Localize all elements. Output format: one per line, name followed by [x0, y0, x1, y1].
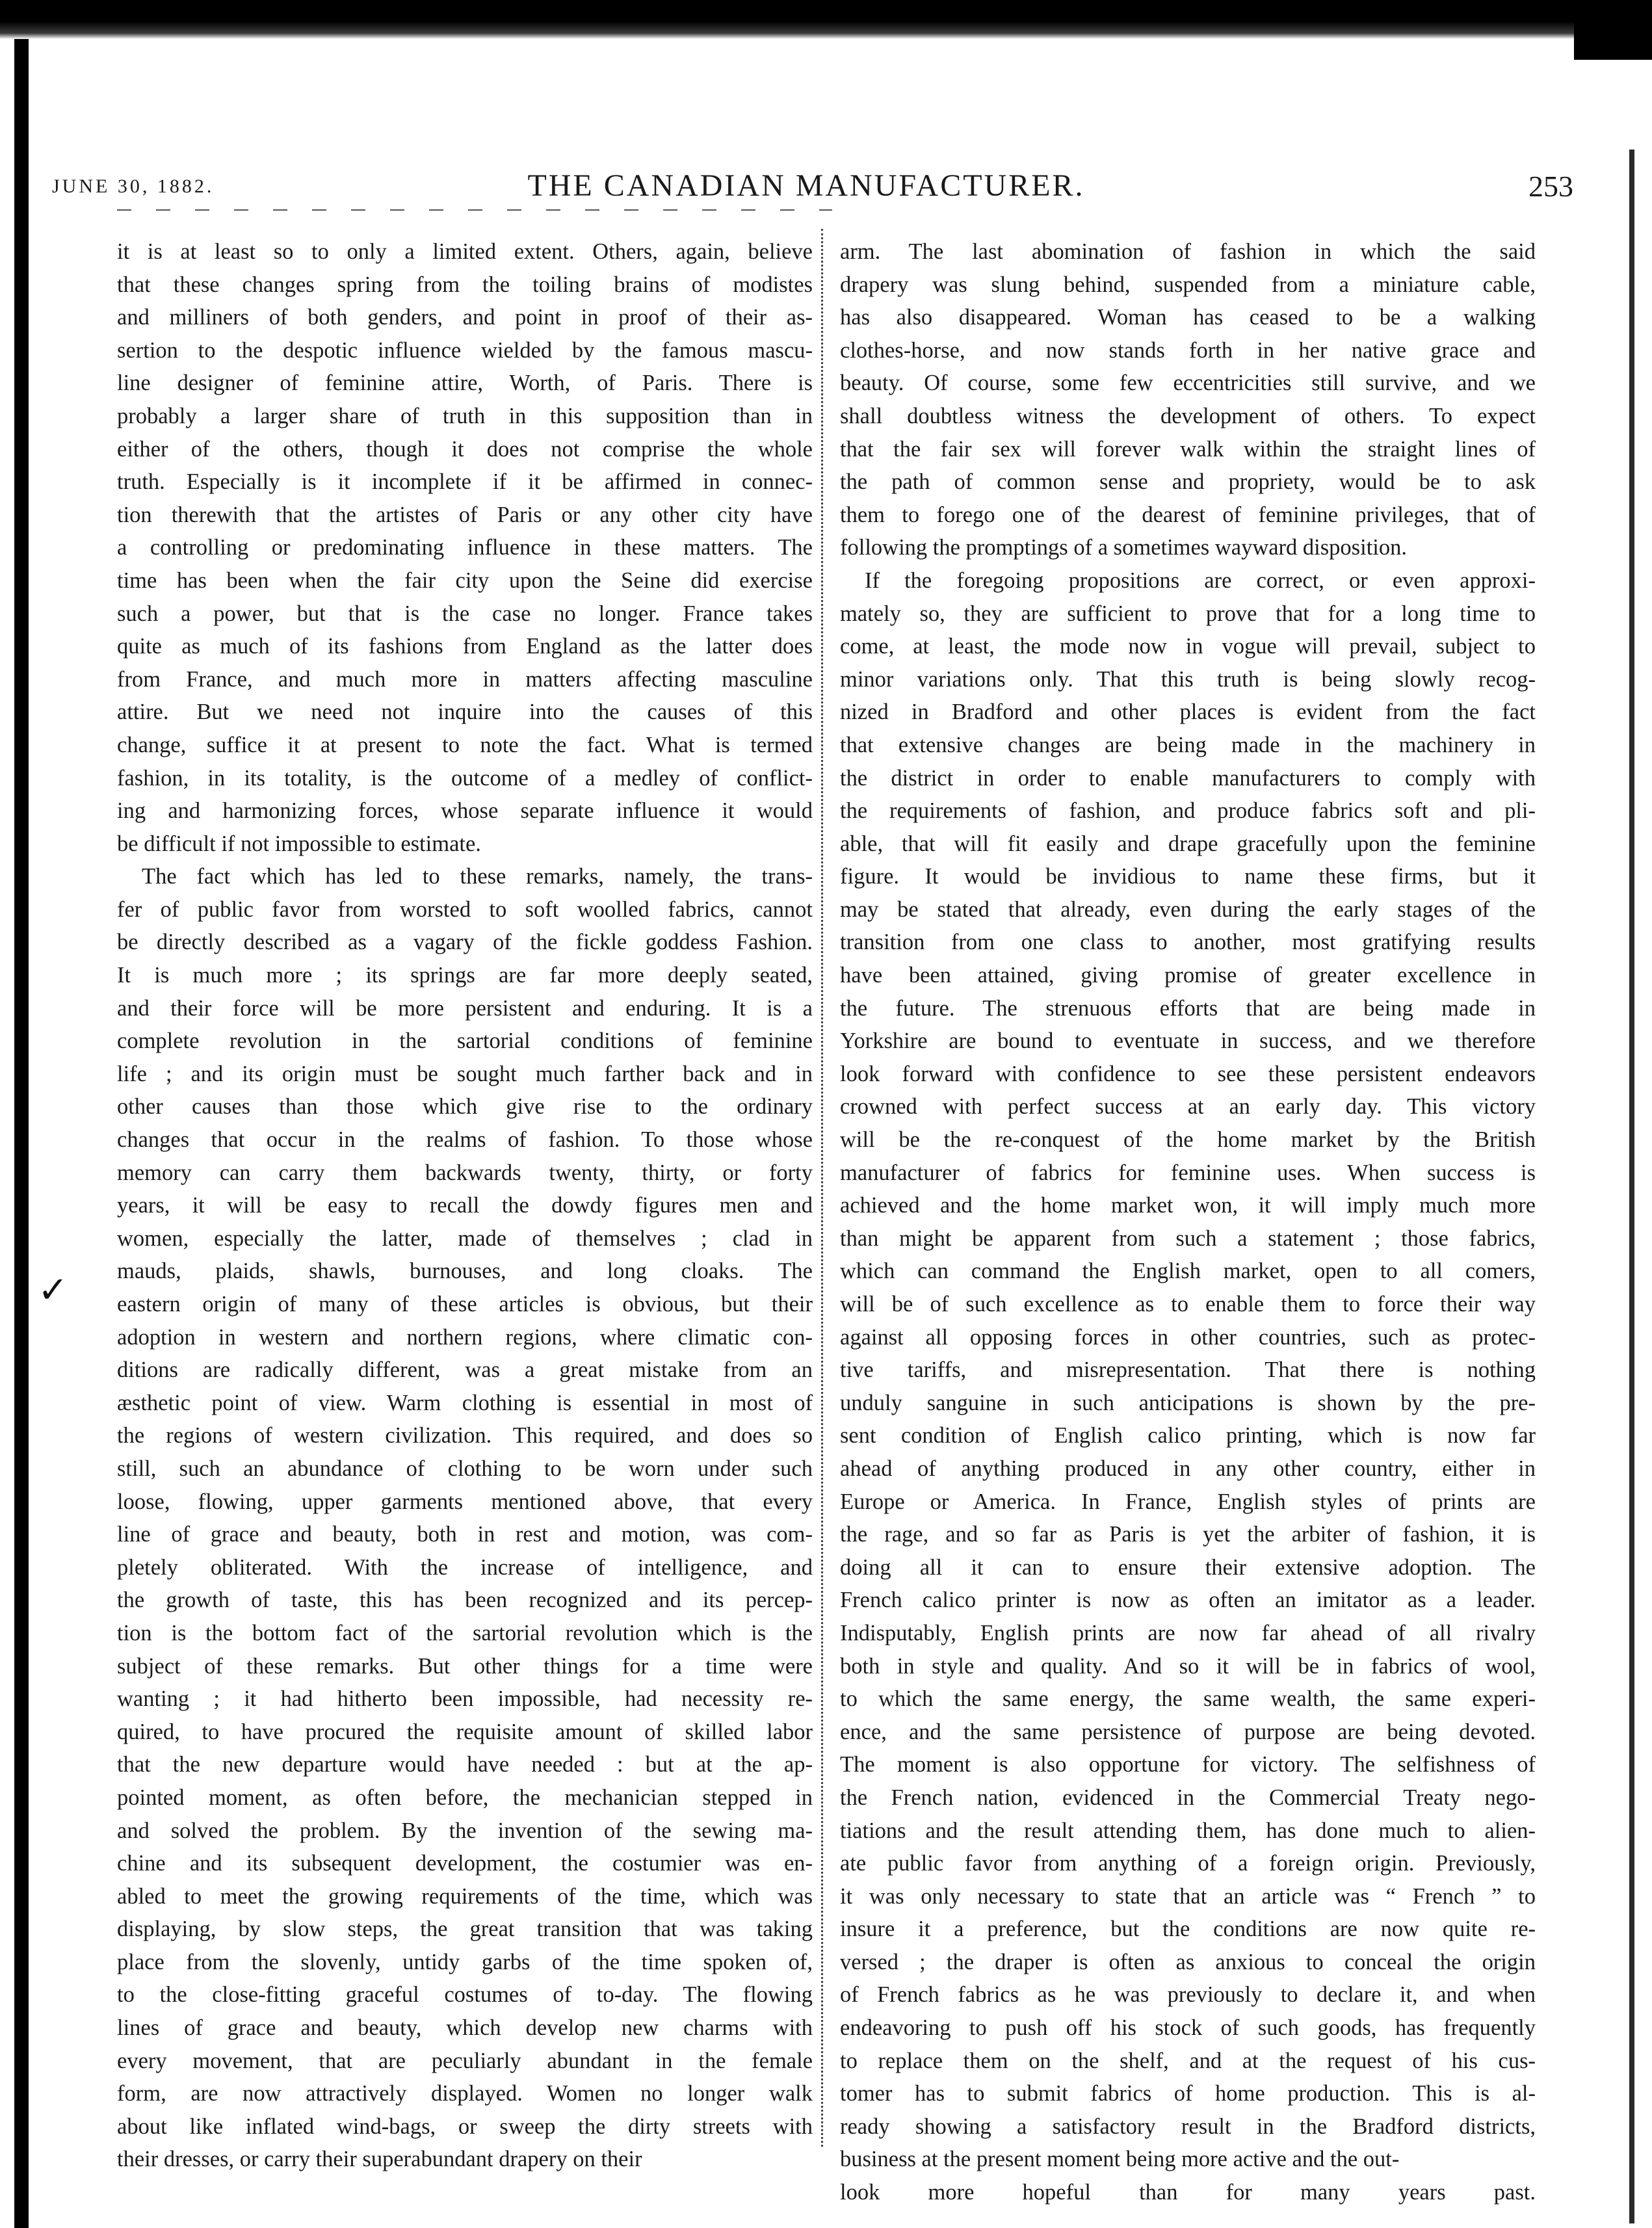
text-line: sertion to the despotic influence wielded by the famous mascu- [117, 337, 813, 363]
text-line: doing all it can to ensure their extensive adoption. The [840, 1554, 1536, 1580]
text-line: years, it will be easy to recall the dowdy figures men and [117, 1193, 813, 1218]
text-line: both in style and quality. And so it will be in fabrics of wool, [840, 1653, 1536, 1679]
text-line: tion is the bottom fact of the sartorial revolution which is the [117, 1620, 813, 1645]
issue-date: JUNE 30, 1882. [52, 176, 215, 197]
text-line: women, especially the latter, made of themselves ; clad in [117, 1225, 813, 1251]
text-line: the future. The strenuous efforts that are being made in [840, 995, 1536, 1021]
text-line: the requirements of fashion, and produce fabrics soft and pli- [840, 798, 1536, 824]
text-line: truth. Especially is it incomplete if it be affirmed in connec- [117, 469, 813, 495]
text-line: endeavoring to push off his stock of such goods, has frequently [840, 2015, 1536, 2041]
text-line: it was only necessary to state that an article was “ French ” to [840, 1883, 1536, 1909]
text-line: place from the slovenly, untidy garbs of the time spoken of, [117, 1949, 813, 1974]
text-line: will be the re-conquest of the home market by the British [840, 1127, 1536, 1153]
text-line: following the promptings of a sometimes wayward disposition. [840, 535, 1407, 560]
text-line: change, suffice it at present to note the fact. What is termed [117, 732, 813, 757]
text-line: changes that occur in the realms of fashion. To those whose [117, 1127, 813, 1153]
text-line: line designer of feminine attire, Worth, of Paris. There is [117, 371, 813, 396]
text-line: achieved and the home market won, it will imply much more [840, 1193, 1536, 1218]
text-line: look forward with confidence to see these persistent endeavors [840, 1061, 1536, 1086]
journal-title: THE CANADIAN MANUFACTURER. [527, 168, 1085, 203]
text-line: fer of public favor from worsted to soft woolled fabrics, cannot [117, 897, 813, 922]
text-line: mauds, plaids, shawls, burnouses, and long cloaks. The [117, 1259, 813, 1284]
text-line: pointed moment, as often before, the mechanician stepped in [117, 1785, 813, 1810]
text-line: beauty. Of course, some few eccentricities still survive, and we [840, 371, 1536, 396]
text-line: other causes than those which give rise to the ordinary [117, 1094, 813, 1120]
page-number: 253 [1528, 170, 1573, 203]
text-line: versed ; the draper is often as anxious to conceal the origin [840, 1949, 1536, 1974]
text-line: The moment is also opportune for victory. The selfishness of [840, 1752, 1536, 1777]
text-line: Yorkshire are bound to eventuate in success, and we therefore [840, 1029, 1536, 1054]
text-line: drapery was slung behind, suspended from a miniature cable, [840, 272, 1536, 297]
text-line: shall doubtless witness the development of others. To expect [840, 403, 1536, 428]
text-line: the path of common sense and propriety, would be to ask [840, 469, 1536, 495]
text-line: arm. The last abomination of fashion in which the said [840, 239, 1536, 264]
text-line: that the fair sex will forever walk within the straight lines of [840, 436, 1536, 462]
text-line: be difficult if not impossible to estimate. [117, 831, 481, 856]
text-line: the regions of western civilization. This required, and does so [117, 1423, 813, 1448]
text-line: ready showing a satisfactory result in the Bradford districts, [840, 2114, 1536, 2139]
text-line: transition from one class to another, most gratifying results [840, 930, 1536, 955]
scan-border-corner [1574, 0, 1652, 60]
text-line: time has been when the fair city upon the Seine did exercise [117, 568, 813, 593]
text-line: of French fabrics as he was previously to declare it, and when [840, 1982, 1536, 2008]
text-line: look more hopeful than for many years past. [840, 2180, 1536, 2205]
text-line: which can command the English market, open to all comers, [840, 1259, 1536, 1284]
text-line: has also disappeared. Woman has ceased to be a walking [840, 305, 1536, 330]
text-line: ditions are radically different, was a great mistake from an [117, 1357, 813, 1383]
text-line: loose, flowing, upper garments mentioned above, that every [117, 1489, 813, 1514]
text-line: business at the present moment being more active and the out- [840, 2147, 1400, 2172]
text-line: and milliners of both genders, and point in proof of their as- [117, 305, 813, 330]
text-line: manufacturer of fabrics for feminine uses. When success is [840, 1160, 1536, 1185]
scan-border-left [14, 39, 29, 2228]
text-line: quite as much of its fashions from England as the latter does [117, 634, 813, 659]
text-line: will be of such excellence as to enable them to force their way [840, 1292, 1536, 1317]
text-line: form, are now attractively displayed. Women no longer walk [117, 2081, 813, 2106]
scan-border-top [0, 0, 1652, 39]
text-line: probably a larger share of truth in this supposition than in [117, 403, 813, 428]
page-header [52, 168, 1573, 207]
text-line: line of grace and beauty, both in rest and motion, was com- [117, 1522, 813, 1547]
text-line: chine and its subsequent development, the costumier was en- [117, 1851, 813, 1876]
scan-border-right [1629, 150, 1634, 2223]
text-line: about like inflated wind-bags, or sweep the dirty streets with [117, 2114, 813, 2139]
text-line: French calico printer is now as often an imitator as a leader. [840, 1588, 1536, 1613]
text-line: that extensive changes are being made in the machinery in [840, 732, 1536, 757]
text-line: eastern origin of many of these articles is obvious, but their [117, 1292, 813, 1317]
text-line: wanting ; it had hitherto been impossible, had necessity re- [117, 1686, 813, 1712]
text-line: from France, and much more in matters affecting masculine [117, 666, 813, 692]
text-line: able, that will fit easily and drape gracefully upon the feminine [840, 831, 1536, 856]
text-line: come, at least, the mode now in vogue will prevail, subject to [840, 634, 1536, 659]
text-line: displaying, by slow steps, the great transition that was taking [117, 1917, 813, 1942]
text-line: lines of grace and beauty, which develop new charms with [117, 2015, 813, 2041]
text-line: pletely obliterated. With the increase of intelligence, and [117, 1554, 813, 1580]
text-line: abled to meet the growing requirements of the time, which was [117, 1883, 813, 1909]
text-line: crowned with perfect success at an early day. This victory [840, 1094, 1536, 1120]
text-line: fashion, in its totality, is the outcome of a medley of conflict- [117, 765, 813, 791]
text-line: æsthetic point of view. Warm clothing is essential in most of [117, 1390, 813, 1415]
text-line: It is much more ; its springs are far more deeply seated, [117, 963, 813, 988]
text-line: mately so, they are sufficient to prove that for a long time to [840, 601, 1536, 626]
text-line: tion therewith that the artistes of Paris or any other city have [117, 502, 813, 527]
text-line: to which the same energy, the same wealth, the same experi- [840, 1686, 1536, 1712]
text-line: quired, to have procured the requisite amount of skilled labor [117, 1719, 813, 1744]
text-line: unduly sanguine in such anticipations is shown by the pre- [840, 1390, 1536, 1415]
text-line: be directly described as a vagary of the fickle goddess Fashion. [117, 930, 813, 955]
text-line: attire. But we need not inquire into the causes of this [117, 700, 813, 725]
text-line: memory can carry them backwards twenty, thirty, or forty [117, 1160, 813, 1185]
text-line: ence, and the same persistence of purpose are being devoted. [840, 1719, 1536, 1744]
text-line: than might be apparent from such a statement ; those fabrics, [840, 1225, 1536, 1251]
text-line: them to forego one of the dearest of feminine privileges, that of [840, 502, 1536, 527]
text-line: and solved the problem. By the invention of the sewing ma- [117, 1818, 813, 1843]
text-line: minor variations only. That this truth is being slowly recog- [840, 666, 1536, 692]
text-line: adoption in western and northern regions, where climatic con- [117, 1324, 813, 1350]
left-column [117, 235, 813, 2176]
text-line: figure. It would be invidious to name these firms, but it [840, 864, 1536, 889]
text-line: either of the others, though it does not comprise the whole [117, 436, 813, 462]
text-line: and their force will be more persistent and enduring. It is a [117, 995, 813, 1021]
text-line: life ; and its origin must be sought much farther back and in [117, 1061, 813, 1086]
text-line: The fact which has led to these remarks, namely, the trans- [142, 864, 813, 889]
text-line: tive tariffs, and misrepresentation. That there is nothing [840, 1357, 1536, 1383]
text-line: to replace them on the shelf, and at the request of his cus- [840, 2048, 1536, 2073]
text-line: Europe or America. In France, English styles of prints are [840, 1489, 1536, 1514]
text-line: nized in Bradford and other places is evident from the fact [840, 700, 1536, 725]
text-line: still, such an abundance of clothing to be worn under such [117, 1456, 813, 1481]
text-line: insure it a preference, but the conditions are now quite re- [840, 1917, 1536, 1942]
text-line: the rage, and so far as Paris is yet the arbiter of fashion, it is [840, 1522, 1536, 1547]
text-line: that these changes spring from the toiling brains of modistes [117, 272, 813, 297]
right-column [840, 235, 1536, 2209]
text-line: the French nation, evidenced in the Commercial Treaty nego- [840, 1785, 1536, 1810]
text-line: clothes-horse, and now stands forth in her native grace and [840, 337, 1536, 363]
text-line: the growth of taste, this has been recognized and its percep- [117, 1588, 813, 1613]
text-line: every movement, that are peculiarly abundant in the female [117, 2048, 813, 2073]
text-line: tomer has to submit fabrics of home production. This is al- [840, 2081, 1536, 2106]
text-line: such a power, but that is the case no longer. France takes [117, 601, 813, 626]
text-line: ing and harmonizing forces, whose separate influence it would [117, 798, 813, 824]
text-line: their dresses, or carry their superabundant drapery on their [117, 2147, 642, 2172]
text-line: complete revolution in the sartorial conditions of feminine [117, 1029, 813, 1054]
margin-mark: ✓ [38, 1270, 68, 1311]
text-line: against all opposing forces in other countries, such as protec- [840, 1324, 1536, 1350]
text-line: the district in order to enable manufacturers to comply with [840, 765, 1536, 791]
text-line: ate public favor from anything of a foreign origin. Previously, [840, 1851, 1536, 1876]
text-line: that the new departure would have needed : but at the ap- [117, 1752, 813, 1777]
text-line: a controlling or predominating influence in these matters. The [117, 535, 813, 560]
text-line: have been attained, giving promise of greater excellence in [840, 963, 1536, 988]
text-line: to the close-fitting graceful costumes of to-day. The flowing [117, 1982, 813, 2008]
header-rule [117, 209, 832, 211]
text-line: it is at least so to only a limited extent. Others, again, believe [117, 239, 813, 264]
text-line: Indisputably, English prints are now far ahead of all rivalry [840, 1620, 1536, 1645]
text-line: sent condition of English calico printing, which is now far [840, 1423, 1536, 1448]
text-line: ahead of anything produced in any other country, either in [840, 1456, 1536, 1481]
text-line: tiations and the result attending them, has done much to alien- [840, 1818, 1536, 1843]
column-divider [821, 229, 823, 2147]
text-line: If the foregoing propositions are correct, or even approxi- [865, 568, 1536, 593]
text-line: may be stated that already, even during the early stages of the [840, 897, 1536, 922]
text-line: subject of these remarks. But other things for a time were [117, 1653, 813, 1679]
